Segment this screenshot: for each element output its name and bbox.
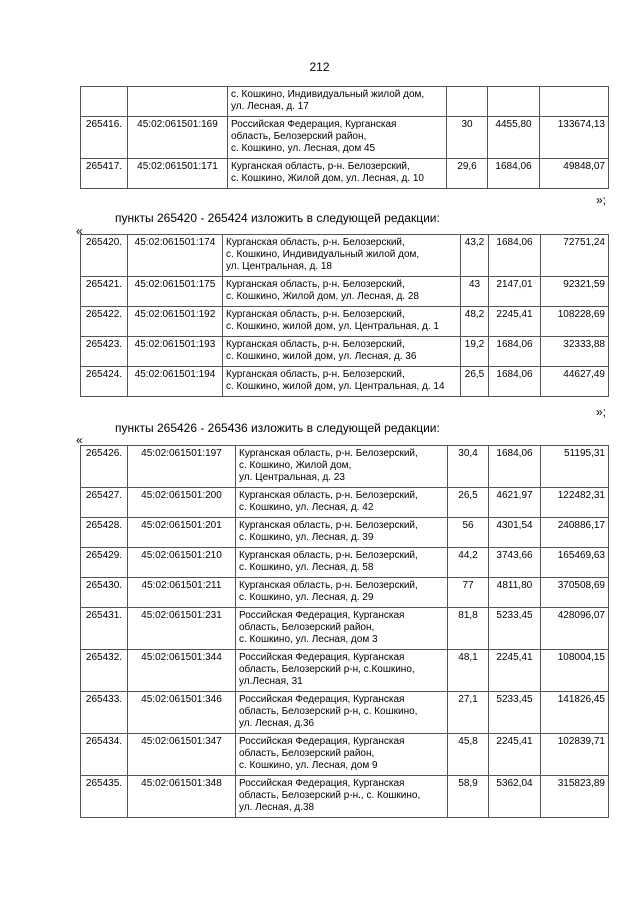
address-line: с. Кошкино, жилой дом, ул. Лесная, д. 36	[226, 351, 417, 362]
table-row	[81, 518, 609, 548]
table-row	[81, 367, 609, 397]
address-line: область, Белозерский р-н., с. Кошкино,	[239, 790, 421, 801]
cadastral-number: 45:02:061501:348	[128, 776, 236, 818]
cadastral-number: 45:02:061501:175	[128, 277, 223, 307]
cadastral-number: 45:02:061501:194	[128, 367, 223, 397]
unit-price	[488, 87, 540, 117]
address-line: с. Кошкино, жилой дом, ул. Центральная, д. 14	[226, 381, 445, 392]
row-number: 265434.	[81, 734, 128, 776]
address-line: Российская Федерация, Курганская	[239, 652, 405, 663]
row-number: 265427.	[81, 488, 128, 518]
row-number: 265433.	[81, 692, 128, 734]
cadastral-number: 45:02:061501:346	[128, 692, 236, 734]
address	[228, 87, 447, 117]
cadastral-number: 45:02:061501:192	[128, 307, 223, 337]
unit-price: 2245,41	[489, 307, 541, 337]
table-row	[81, 307, 609, 337]
address-line: с. Кошкино, Индивидуальный жилой дом,	[231, 89, 425, 100]
address	[236, 548, 448, 578]
cadastral-value: 122482,31	[541, 488, 609, 518]
cadastral-number: 45:02:061501:169	[128, 117, 228, 159]
cadastral-number: 45:02:061501:197	[128, 446, 236, 488]
unit-price: 1684,06	[489, 367, 541, 397]
address	[236, 776, 448, 818]
cadastral-number: 45:02:061501:347	[128, 734, 236, 776]
address-line: Курганская область, р-н. Белозерский,	[226, 369, 405, 380]
unit-price: 5362,04	[489, 776, 541, 818]
row-number: 265423.	[81, 337, 128, 367]
cadastral-number: 45:02:061501:200	[128, 488, 236, 518]
instruction-2: пункты 265426 - 265436 изложить в следующей редакции:	[115, 421, 440, 435]
address-line: ул. Лесная, д.38	[239, 802, 315, 813]
page-number: 212	[309, 60, 330, 74]
address	[236, 488, 448, 518]
unit-price: 4455,80	[488, 117, 540, 159]
area: 30	[447, 117, 488, 159]
address-line: область, Белозерский район,	[231, 131, 367, 142]
address-line: Курганская область, р-н. Белозерский,	[239, 580, 418, 591]
area: 19,2	[461, 337, 489, 367]
address-line: Российская Федерация, Курганская	[239, 736, 405, 747]
address-line: с. Кошкино, ул. Лесная, д. 42	[239, 502, 374, 513]
address-line: с. Кошкино, ул. Лесная, д. 39	[239, 532, 374, 543]
address-line: Курганская область, р-н. Белозерский,	[239, 448, 418, 459]
address	[236, 608, 448, 650]
area: 77	[448, 578, 489, 608]
unit-price: 5233,45	[489, 692, 541, 734]
address-line: ул. Лесная, д.36	[239, 718, 315, 729]
table-row	[81, 548, 609, 578]
row-number	[81, 87, 128, 117]
table-row	[81, 337, 609, 367]
cadastral-number: 45:02:061501:201	[128, 518, 236, 548]
area	[447, 87, 488, 117]
table-row	[81, 277, 609, 307]
address-line: ул. Лесная, д. 17	[231, 101, 309, 112]
opening-quote-2: «	[76, 433, 83, 447]
unit-price: 2147,01	[489, 277, 541, 307]
cadastral-number: 45:02:061501:231	[128, 608, 236, 650]
address-line: область, Белозерский р-н, с. Кошкино,	[239, 706, 418, 717]
address	[223, 235, 461, 277]
table-row	[81, 650, 609, 692]
table-row	[81, 235, 609, 277]
unit-price: 4301,54	[489, 518, 541, 548]
cadastral-value: 44627,49	[541, 367, 609, 397]
area: 43	[461, 277, 489, 307]
cadastral-value: 141826,45	[541, 692, 609, 734]
table-row	[81, 87, 609, 117]
cadastral-value: 32333,88	[541, 337, 609, 367]
table-row	[81, 117, 609, 159]
address-line: Курганская область, р-н. Белозерский,	[226, 237, 405, 248]
address-line: область, Белозерский р-н, с.Кошкино,	[239, 664, 415, 675]
closing-quote-2: »;	[596, 405, 607, 419]
table-row	[81, 734, 609, 776]
unit-price: 2245,41	[489, 734, 541, 776]
row-number: 265430.	[81, 578, 128, 608]
row-number: 265417.	[81, 159, 128, 189]
unit-price: 2245,41	[489, 650, 541, 692]
cadastral-value: 102839,71	[541, 734, 609, 776]
address-line: Российская Федерация, Курганская	[239, 610, 405, 621]
instruction-1: пункты 265420 - 265424 изложить в следующей редакции:	[115, 211, 440, 225]
address	[236, 518, 448, 548]
row-number: 265428.	[81, 518, 128, 548]
area: 43,2	[461, 235, 489, 277]
cadastral-value: 370508,69	[541, 578, 609, 608]
row-number: 265421.	[81, 277, 128, 307]
cadastral-number: 45:02:061501:193	[128, 337, 223, 367]
address-line: ул. Центральная, д. 18	[226, 261, 332, 272]
cadastral-value: 108004,15	[541, 650, 609, 692]
address-line: Курганская область, р-н. Белозерский,	[226, 339, 405, 350]
table-row	[81, 159, 609, 189]
closing-quote-1: »;	[596, 193, 607, 207]
unit-price: 1684,06	[489, 446, 541, 488]
area: 29,6	[447, 159, 488, 189]
area: 48,1	[448, 650, 489, 692]
address-line: с. Кошкино, ул. Лесная, дом 45	[231, 143, 376, 154]
unit-price: 1684,06	[488, 159, 540, 189]
area: 56	[448, 518, 489, 548]
registry-table-3	[80, 445, 609, 818]
address	[236, 692, 448, 734]
opening-quote-1: «	[76, 224, 83, 238]
address-line: с. Кошкино, Жилой дом, ул. Лесная, д. 10	[231, 173, 424, 184]
cadastral-value: 315823,89	[541, 776, 609, 818]
cadastral-value	[540, 87, 609, 117]
address-line: Курганская область, р-н. Белозерский,	[239, 490, 418, 501]
address-line: с. Кошкино, ул. Лесная, д. 58	[239, 562, 374, 573]
row-number: 265424.	[81, 367, 128, 397]
area: 58,9	[448, 776, 489, 818]
area: 26,5	[448, 488, 489, 518]
table-row	[81, 692, 609, 734]
address-line: Курганская область, р-н. Белозерский,	[239, 520, 418, 531]
address	[223, 277, 461, 307]
address-line: с. Кошкино, ул. Лесная, дом 3	[239, 634, 378, 645]
address	[223, 307, 461, 337]
unit-price: 4621,97	[489, 488, 541, 518]
cadastral-value: 51195,31	[541, 446, 609, 488]
cadastral-value: 165469,63	[541, 548, 609, 578]
address	[236, 446, 448, 488]
cadastral-value: 428096,07	[541, 608, 609, 650]
area: 27,1	[448, 692, 489, 734]
row-number: 265420.	[81, 235, 128, 277]
registry-table-2	[80, 234, 609, 397]
registry-table-1	[80, 86, 609, 189]
address-line: Курганская область, р-н. Белозерский,	[226, 309, 405, 320]
cadastral-number: 45:02:061501:344	[128, 650, 236, 692]
address	[236, 734, 448, 776]
area: 81,8	[448, 608, 489, 650]
address-line: с. Кошкино, жилой дом, ул. Центральная, д. 1	[226, 321, 439, 332]
cadastral-number: 45:02:061501:171	[128, 159, 228, 189]
unit-price: 1684,06	[489, 235, 541, 277]
row-number: 265422.	[81, 307, 128, 337]
address	[228, 117, 447, 159]
address-line: с. Кошкино, ул. Лесная, дом 9	[239, 760, 378, 771]
table-row	[81, 446, 609, 488]
area: 30,4	[448, 446, 489, 488]
row-number: 265432.	[81, 650, 128, 692]
address	[236, 650, 448, 692]
address	[223, 337, 461, 367]
cadastral-number	[128, 87, 228, 117]
area: 45,8	[448, 734, 489, 776]
address-line: ул.Лесная, 31	[239, 676, 303, 687]
cadastral-number: 45:02:061501:211	[128, 578, 236, 608]
unit-price: 5233,45	[489, 608, 541, 650]
address	[236, 578, 448, 608]
address-line: Российская Федерация, Курганская	[239, 778, 405, 789]
address-line: Курганская область, р-н. Белозерский,	[226, 279, 405, 290]
address-line: Российская Федерация, Курганская	[239, 694, 405, 705]
address-line: с. Кошкино, Жилой дом,	[239, 460, 352, 471]
area: 44,2	[448, 548, 489, 578]
table-row	[81, 488, 609, 518]
unit-price: 1684,06	[489, 337, 541, 367]
address-line: ул. Центральная, д. 23	[239, 472, 345, 483]
row-number: 265435.	[81, 776, 128, 818]
row-number: 265429.	[81, 548, 128, 578]
address-line: область, Белозерский район,	[239, 622, 375, 633]
unit-price: 4811,80	[489, 578, 541, 608]
address-line: с. Кошкино, Жилой дом, ул. Лесная, д. 28	[226, 291, 419, 302]
row-number: 265431.	[81, 608, 128, 650]
area: 26,5	[461, 367, 489, 397]
address-line: Курганская область, р-н. Белозерский,	[239, 550, 418, 561]
address-line: Курганская область, р-н. Белозерский,	[231, 161, 410, 172]
unit-price: 3743,66	[489, 548, 541, 578]
table-row	[81, 776, 609, 818]
cadastral-number: 45:02:061501:174	[128, 235, 223, 277]
cadastral-value: 240886,17	[541, 518, 609, 548]
address	[223, 367, 461, 397]
cadastral-value: 72751,24	[541, 235, 609, 277]
address-line: Российская Федерация, Курганская	[231, 119, 397, 130]
cadastral-number: 45:02:061501:210	[128, 548, 236, 578]
address-line: область, Белозерский район,	[239, 748, 375, 759]
cadastral-value: 49848,07	[540, 159, 609, 189]
address-line: с. Кошкино, ул. Лесная, д. 29	[239, 592, 374, 603]
row-number: 265426.	[81, 446, 128, 488]
cadastral-value: 92321,59	[541, 277, 609, 307]
table-row	[81, 608, 609, 650]
row-number: 265416.	[81, 117, 128, 159]
cadastral-value: 108228,69	[541, 307, 609, 337]
address	[228, 159, 447, 189]
address-line: с. Кошкино, Индивидуальный жилой дом,	[226, 249, 420, 260]
area: 48,2	[461, 307, 489, 337]
cadastral-value: 133674,13	[540, 117, 609, 159]
table-row	[81, 578, 609, 608]
